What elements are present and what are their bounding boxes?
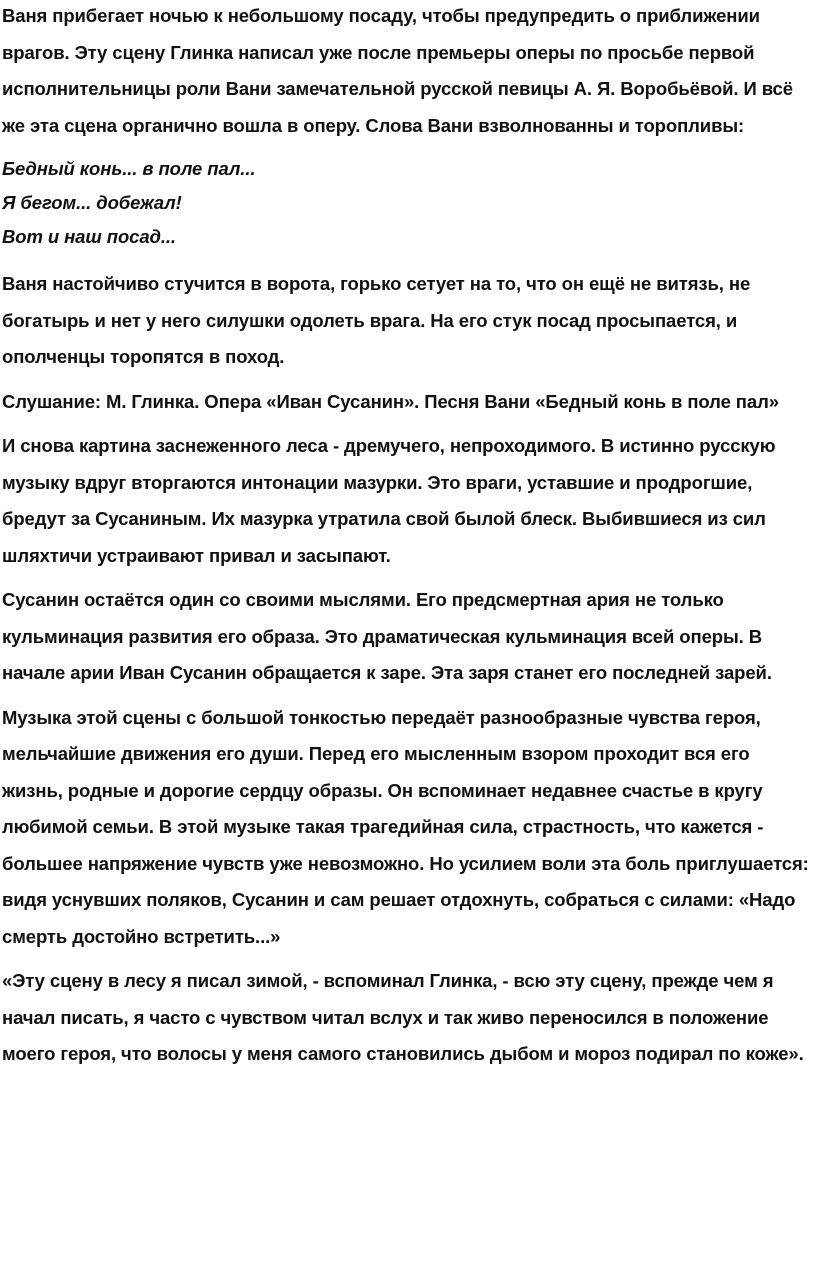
verse-line: Бедный конь... в поле пал... (2, 158, 256, 179)
paragraph-vanya-warning: Ваня прибегает ночью к небольшому посаду, чтобы предупредить о приближении врагов. Эту сцену Глинка написал уже после премьеры оперы по просьбе первой исполнительницы роли Вани замечательной русской певицы А. Я. Воробьёвой. И всё же эта сцена органично вошла в оперу. Слова Вани взволнованны и торопливы: (2, 5, 793, 136)
paragraph-listening: Слушание: М. Глинка. Опера «Иван Сусанин». Песня Вани «Бедный конь в поле пал» (2, 390, 779, 412)
verse-line: Я бегом... добежал! (2, 192, 182, 213)
paragraph-vanya-knocks: Ваня настойчиво стучится в ворота, горько сетует на то, что он ещё не витязь, не богатырь и нет у него силушки одолеть врага. На его стук посад просыпается, и ополченцы торопятся в поход. (2, 273, 751, 367)
paragraph-music-scene: Музыка этой сцены с большой тонкостью передаёт разнообразные чувства героя, мельчайшие движения его души. Перед его мысленным взором проходит вся его жизнь, родные и дорогие сердцу образы. Он вспоминает недавнее счастье в кругу любимой семьи. В этой музыке такая трагедийная сила, страстность, что кажется - большее напряжение чувств уже невозможно. Но усилием воли эта боль приглушается: видя уснувших поляков, Сусанин и сам решает отдохнуть, собраться с силами: «Надо смерть достойно встретить...» (2, 706, 809, 947)
paragraph-susanin-aria: Сусанин остаётся один со своими мыслями. Его предсмертная ария не только кульминация развития его образа. Это драматическая кульминация всей оперы. В начале арии Иван Сусанин обращается к заре. Эта заря станет его последней зарей. (2, 589, 772, 683)
paragraph-forest-scene: И снова картина заснеженного леса - дремучего, непроходимого. В истинно русскую музыку вдруг вторгаются интонации мазурки. Это враги, уставшие и продрогшие, бредут за Сусаниным. Их мазурка утратила свой былой блеск. Выбившиеся из сил шляхтичи устраивают привал и засыпают. (2, 435, 776, 566)
verse-line: Вот и наш посад... (2, 226, 176, 247)
verse-quote (2, 152, 814, 254)
paragraph-glinka-quote: «Эту сцену в лесу я писал зимой, - вспоминал Глинка, - всю эту сцену, прежде чем я начал писать, я часто с чувством читал вслух и так живо переносился в положение моего героя, что волосы у меня самого становились дыбом и мороз подирал по коже». (2, 970, 804, 1064)
